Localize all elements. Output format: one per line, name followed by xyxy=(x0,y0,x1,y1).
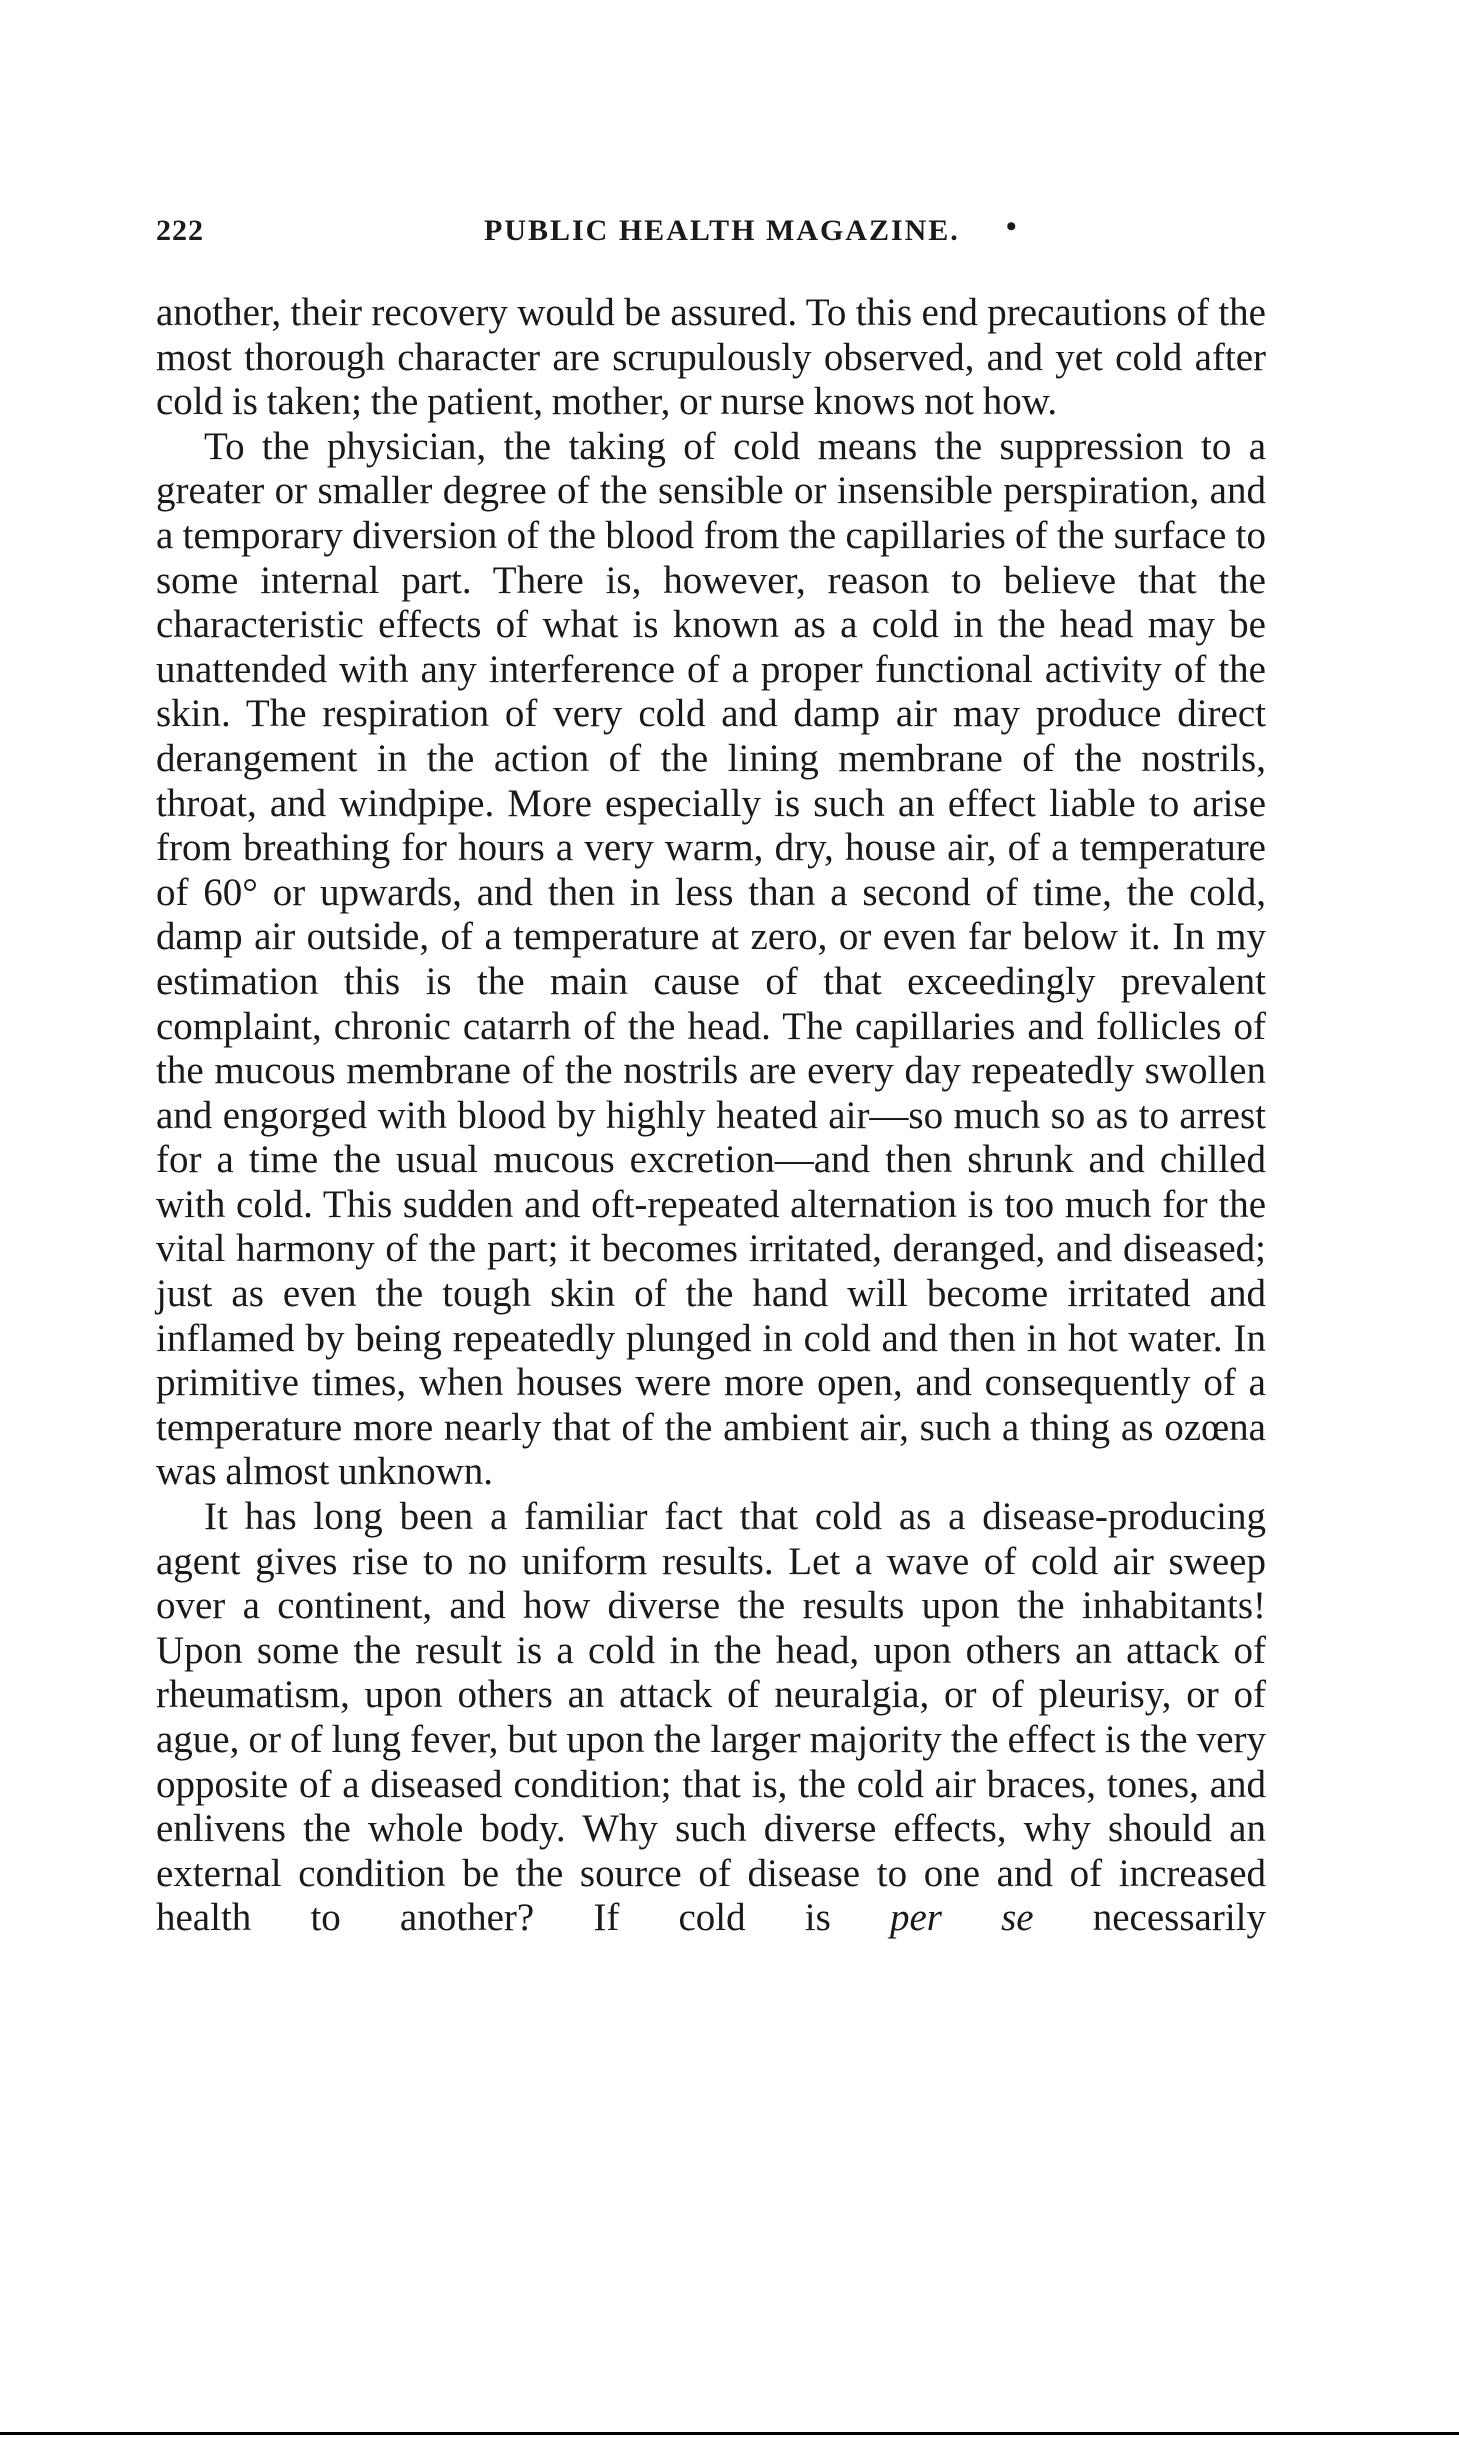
paragraph-text-end: necessarily xyxy=(1092,1896,1267,1940)
printer-mark: • xyxy=(1006,210,1018,243)
paragraph-text: It has long been a familiar fact that cold as a disease-producing agent gives rise to no uniform results. Let a wave of cold air sweep over a continent, and how diverse the results upon the inhabitants! Upon some the result is a cold in the head, upon others an attack of rheumatism, upon others an attack of neuralgia, or of pleurisy, or of ague, or of lung fever, but upon the larger majority the effect is the very opposite of a diseased condition; that is, the cold air braces, tones, and enlivens the whole body. Why such diverse effects, why should an external condition be the source of disease to one and of increased health to another? If cold is xyxy=(156,1495,1266,1940)
running-title: PUBLIC HEALTH MAGAZINE. xyxy=(484,214,960,247)
paragraph-cold-effects xyxy=(156,1495,1266,1941)
page-number: 222 xyxy=(156,214,204,247)
paragraph-physician: To the physician, the taking of cold means the suppression to a greater or smaller degree of the sensible or insensible perspiration, and a temporary diversion of the blood from the capillaries of the surface to some internal part. There is, however, reason to believe that the characteristic effects of what is known as a cold in the head may be unattended with any interference of a proper functional activity of the skin. The respiration of very cold and damp air may produce direct derangement in the action of the lining membrane of the nostrils, throat, and windpipe. More especially is such an effect liable to arise from breathing for hours a very warm, dry, house air, of a temperature of 60° or upwards, and then in less than a second of time, the cold, damp air outside, of a temperature at zero, or even far below it. In my estimation this is the main cause of that exceedingly prevalent complaint, chronic catarrh of the head. The capillaries and follicles of the mucous membrane of the nostrils are every day repeatedly swollen and engorged with blood by highly heated air—so much so as to arrest for a time the usual mucous excretion—and then shrunk and chilled with cold. This sudden and oft-repeated alternation is too much for the vital harmony of the part; it becomes irritated, deranged, and diseased; just as even the tough skin of the hand will become irritated and inflamed by being repeatedly plunged in cold and then in hot water. In primitive times, when houses were more open, and consequently of a temperature more nearly that of the ambient air, such a thing as ozœna was almost unknown. xyxy=(156,424,1266,1494)
italic-phrase: per se xyxy=(889,1896,1034,1940)
bottom-rule xyxy=(0,2432,1459,2435)
paragraph-continuation: another, their recovery would be assured. To this end precautions of the most thorough character are scrupulously observed, and yet cold after cold is taken; the patient, mother, or nurse knows not how. xyxy=(156,291,1266,424)
body-text xyxy=(156,291,1266,1941)
running-head xyxy=(156,210,1266,258)
